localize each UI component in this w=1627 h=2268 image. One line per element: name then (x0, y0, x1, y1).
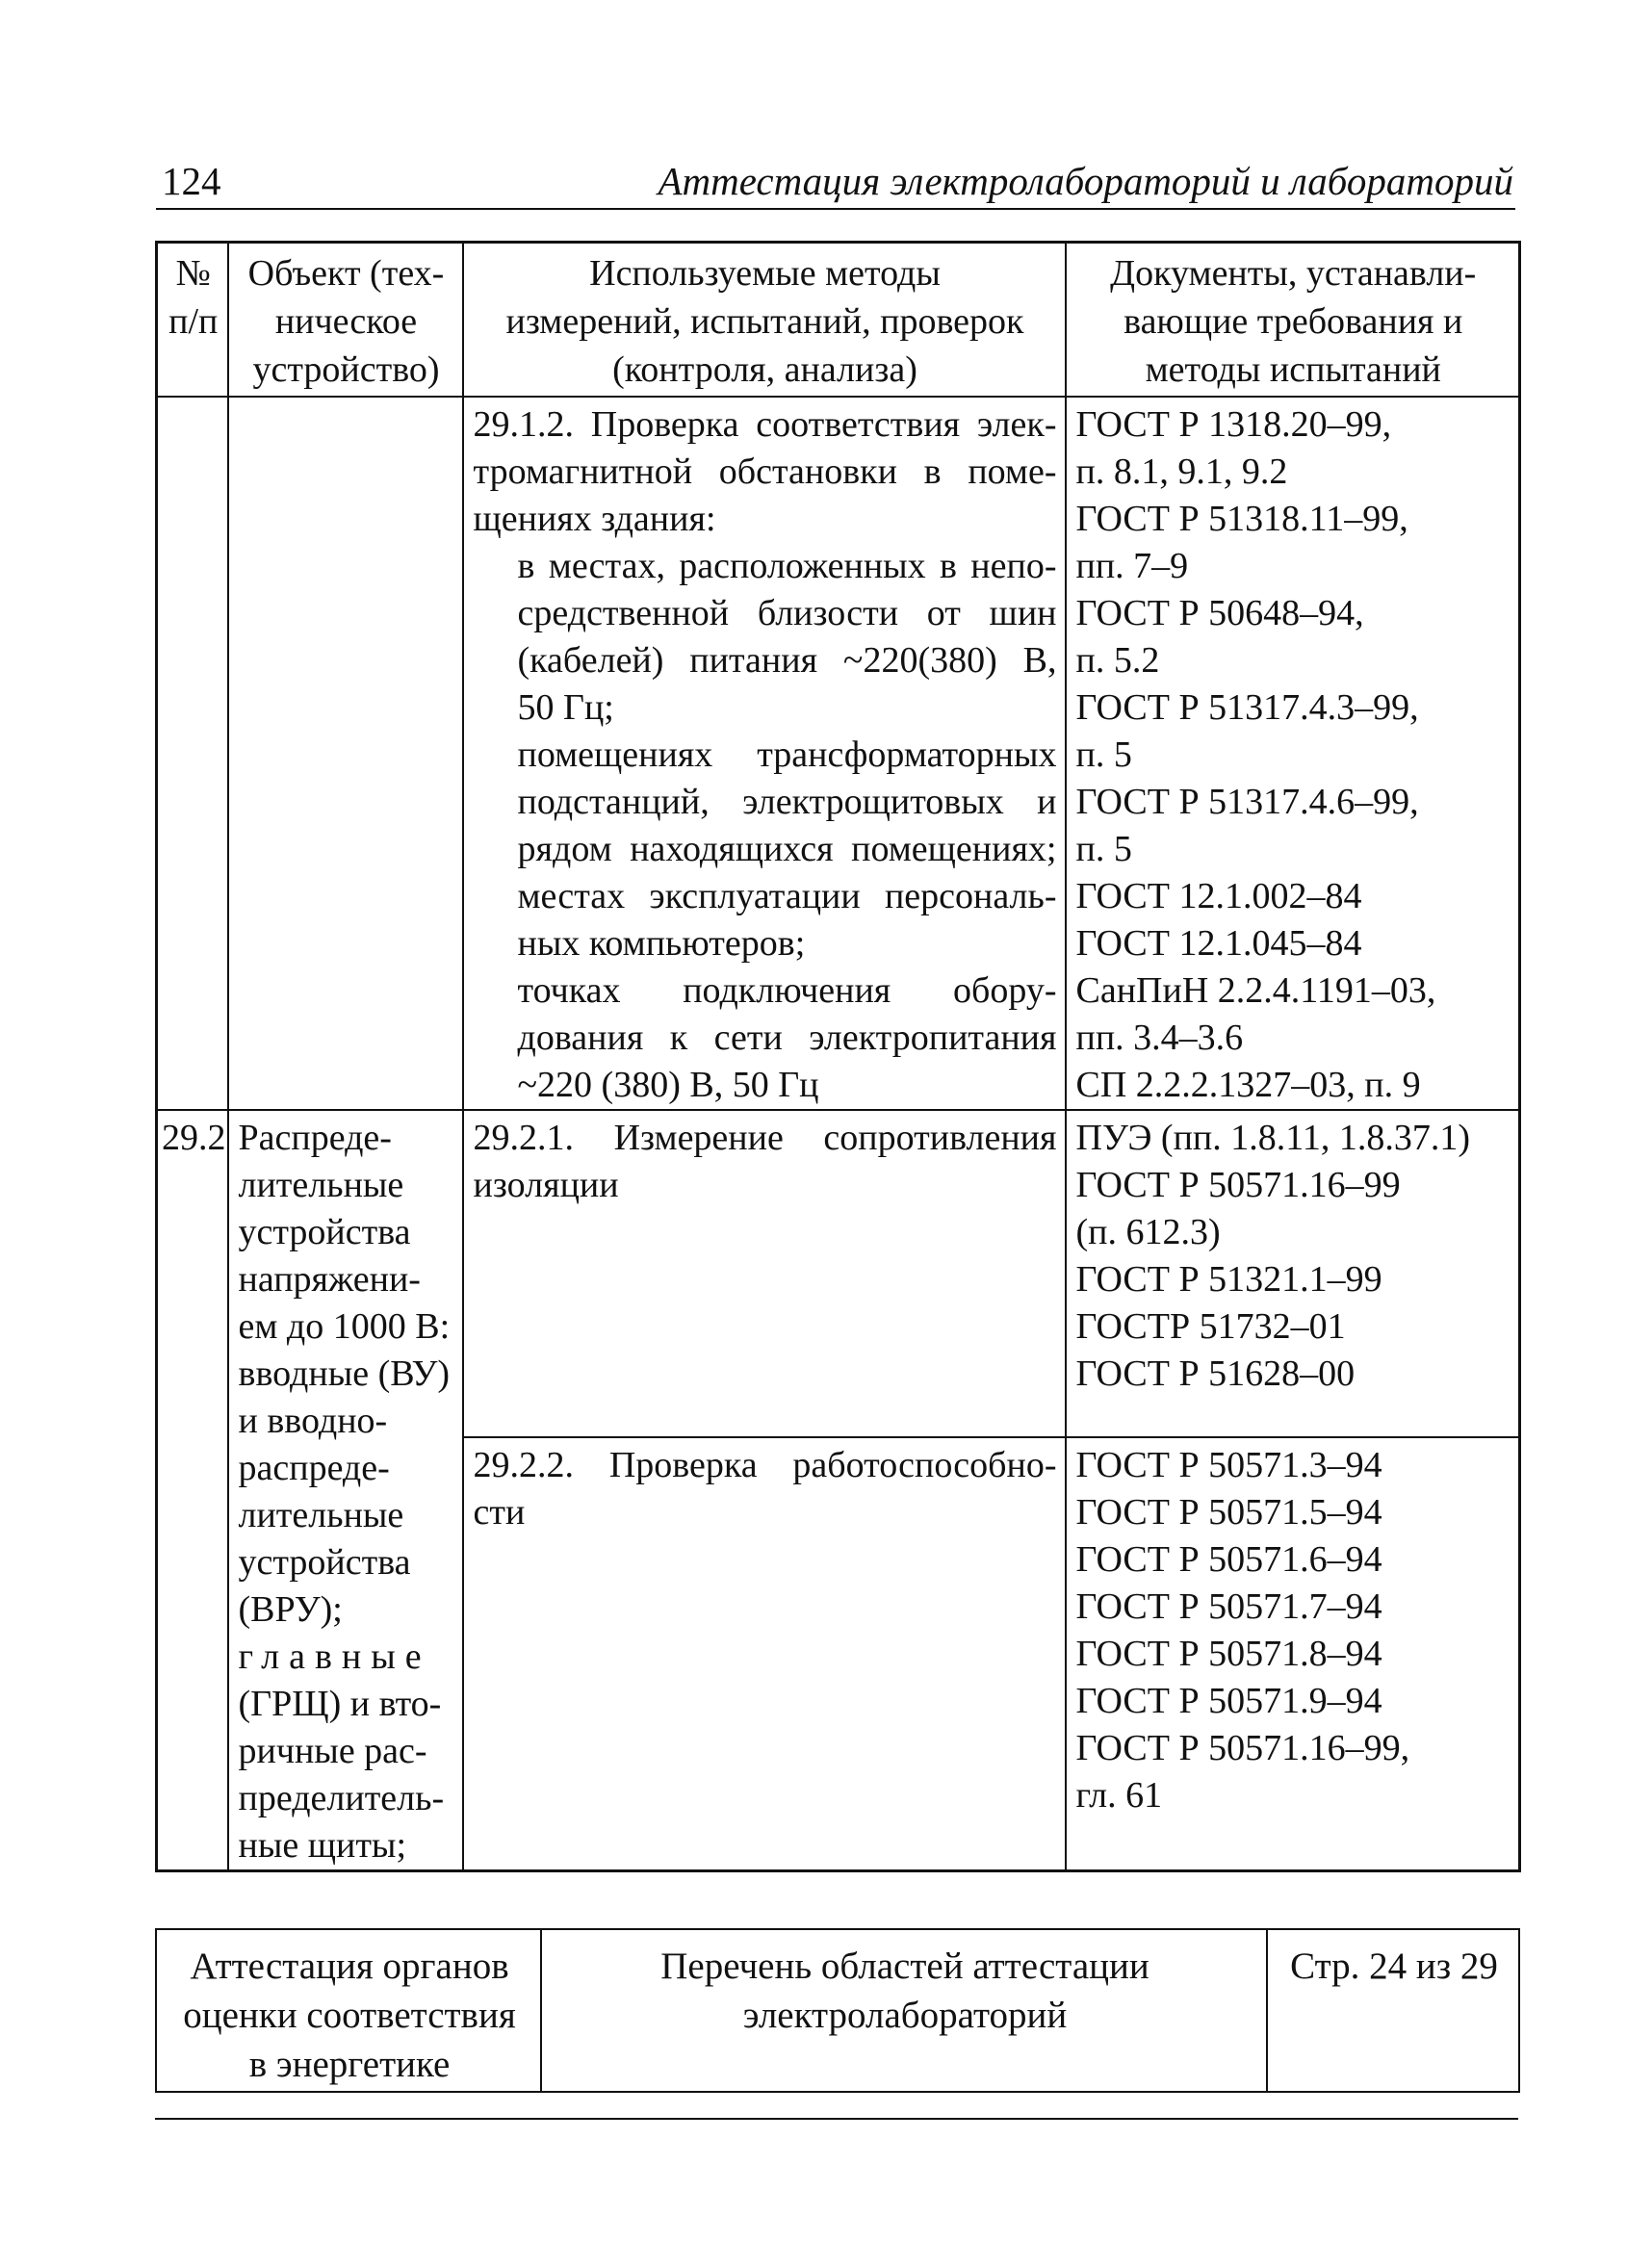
bottom-divider (155, 2118, 1518, 2120)
row-object-cell: Распреде- лительные устройства напряжени- ем до 1000 В: вводные (ВУ) и вводно- распреде- лительные устройства (ВРУ); главные (ГРЩ) и вто- ричные рас- пределитель- ные щиты; (228, 1110, 463, 1871)
attestation-table (155, 241, 1521, 1872)
table-row (157, 397, 1520, 1110)
header-object: Объект (тех- ническое устройство) (228, 243, 463, 398)
running-title: Аттестация электролабораторий и лабораторий (658, 159, 1513, 203)
document-footer (155, 1928, 1520, 2093)
header-documents: Документы, устанавли- вающие требования и методы испытаний (1066, 243, 1520, 398)
row-number-cell (157, 397, 228, 1110)
row-methods-cell: 29.2.1. Измерение сопротивления изоляции (463, 1110, 1066, 1437)
header-number: № п/п (157, 243, 228, 398)
row-number-cell: 29.2 (157, 1110, 228, 1871)
footer-title: Перечень областей аттестации электролабораторий (541, 1929, 1267, 2092)
footer-page: Стр. 24 из 29 (1267, 1929, 1519, 2092)
footer-row (156, 1929, 1519, 2092)
page-number: 124 (162, 159, 221, 203)
row-object-cell (228, 397, 463, 1110)
table-row (157, 1110, 1520, 1437)
row-documents-cell: ГОСТ Р 1318.20–99, п. 8.1, 9.1, 9.2 ГОСТ Р 51318.11–99, пп. 7–9 ГОСТ Р 50648–94, п. 5.2 ГОСТ Р 51317.4.3–99, п. 5 ГОСТ Р 51317.4.6–99, п. 5 ГОСТ 12.1.002–84 ГОСТ 12.1.045–84 СанПиН 2.2.4.1191–03, пп. 3.4–3.6 СП 2.2.2.1327–03, п. 9 (1066, 397, 1520, 1110)
row-methods-cell: 29.2.2. Проверка работоспособно- сти (463, 1437, 1066, 1871)
table-header-row (157, 243, 1520, 398)
row-methods-cell: 29.1.2. Проверка соответствия элек- тромагнитной обстановки в поме- щениях здания: в местах, расположенных в непо- средственной близости от шин (кабелей) питания ~220(380) В, 50 Гц; помещениях трансформаторных подстанций, электрощитовых и рядом находящихся помещениях; местах эксплуатации персональ- ных компьютеров; точках подключения обору- дования к сети электропитания ~220 (380) В, 50 Гц (463, 397, 1066, 1110)
header-methods: Используемые методы измерений, испытаний, проверок (контроля, анализа) (463, 243, 1066, 398)
row-documents-cell: ПУЭ (пп. 1.8.11, 1.8.37.1) ГОСТ Р 50571.16–99 (п. 612.3) ГОСТ Р 51321.1–99 ГОСТР 51732–01 ГОСТ Р 51628–00 (1066, 1110, 1520, 1437)
page-header (156, 158, 1515, 210)
footer-organization: Аттестация органов оценки соответствия в энергетике (156, 1929, 541, 2092)
row-documents-cell: ГОСТ Р 50571.3–94 ГОСТ Р 50571.5–94 ГОСТ Р 50571.6–94 ГОСТ Р 50571.7–94 ГОСТ Р 50571.8–94 ГОСТ Р 50571.9–94 ГОСТ Р 50571.16–99, гл. 61 (1066, 1437, 1520, 1871)
